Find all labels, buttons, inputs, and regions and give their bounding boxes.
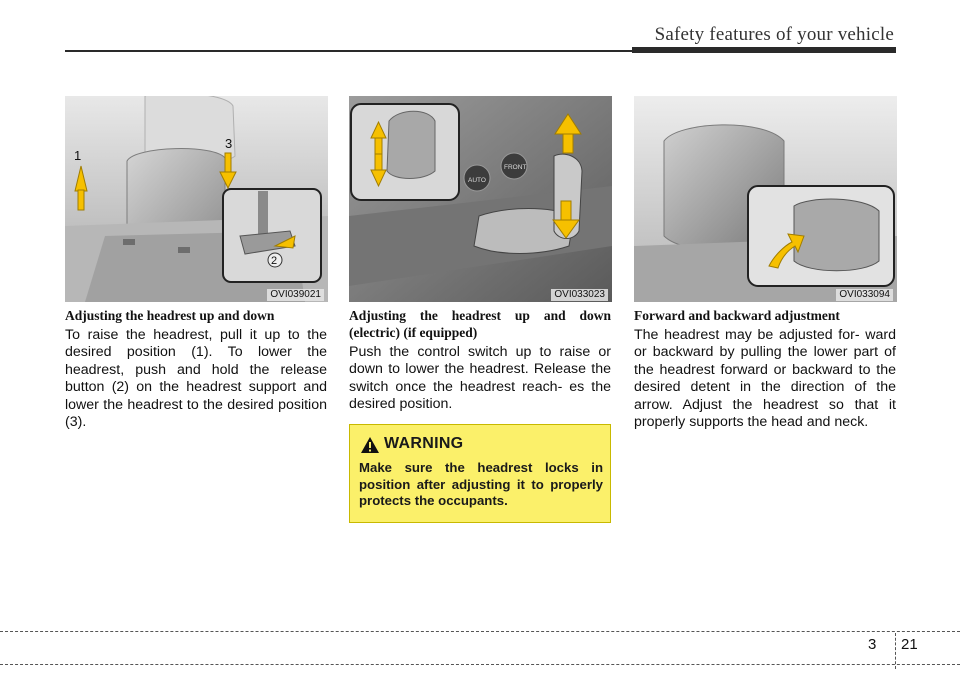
warning-title: WARNING (384, 435, 464, 452)
header-rule (65, 50, 632, 52)
header-title: Safety features of your vehicle (654, 24, 894, 45)
headrest-tilt-illustration (634, 96, 897, 302)
section-body: To raise the headrest, pull it up to the desired position (1). To lower the headrest, push and hold the release button (2) on the headrest support and lower the headrest to the desired position (3). (65, 327, 327, 431)
callout-3: 3 (225, 136, 233, 151)
figure-code: OVI033023 (551, 289, 608, 301)
section-body: The headrest may be adjusted for- ward or backward by pulling the lower part of the headrest forward or backward to the desired detent in the direction of the arrow. Adjust the headrest so that it properly supports the head and neck. (634, 327, 896, 431)
section-heading: Adjusting the headrest up and down (electric) (if equipped) (349, 308, 611, 340)
headrest-electric-illustration (349, 96, 612, 302)
warning-icon (360, 436, 380, 454)
figure-headrest-forward-backward (634, 96, 897, 302)
page-number: 21 (901, 636, 918, 653)
figure-headrest-electric (349, 96, 612, 302)
page-section-number: 3 (868, 636, 877, 653)
section-heading: Adjusting the headrest up and down (65, 308, 275, 323)
figure-code: OVI033094 (836, 289, 893, 301)
footer-rule (0, 631, 960, 632)
callout-1: 1 (74, 148, 82, 163)
callout-2: 2 (271, 255, 278, 267)
warning-body: Make sure the headrest locks in position after adjusting it to properly protects the occupants. (359, 460, 603, 508)
header-bar (632, 47, 896, 53)
footer-rule (0, 664, 960, 665)
section-body: Push the control switch up to raise or down to lower the headrest. Release the switch once the headrest reach- es the desired position. (349, 344, 611, 413)
figure-code: OVI039021 (267, 289, 324, 301)
auto-button-label: AUTO (468, 177, 486, 184)
headrest-manual-illustration (65, 96, 328, 302)
footer-separator (895, 633, 896, 669)
figure-headrest-manual (65, 96, 328, 302)
section-heading: Forward and backward adjustment (634, 308, 840, 323)
front-button-label: FRONT (504, 164, 527, 171)
warning-box (349, 424, 611, 523)
